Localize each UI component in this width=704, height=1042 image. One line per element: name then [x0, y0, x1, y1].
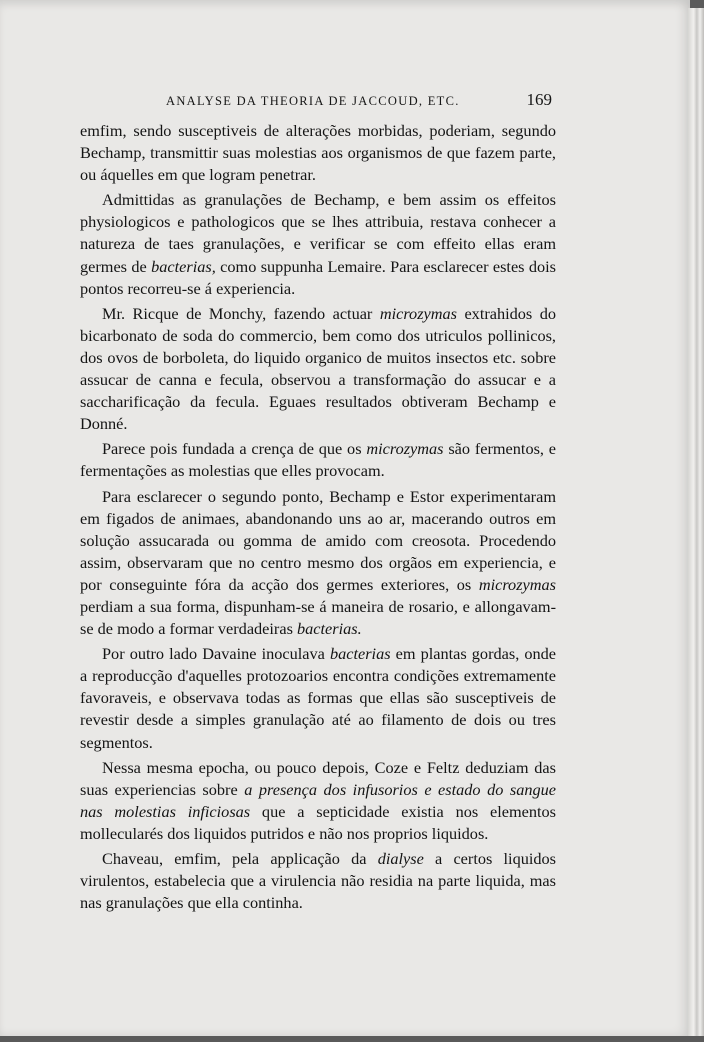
page-number: 169	[526, 90, 552, 109]
running-title: ANALYSE DA THEORIA DE JACCOUD, ETC.	[166, 94, 460, 108]
text-run: que a septicidade existia nos elementos mollecularés dos liquidos putridos e não nos proprios liquidos.	[80, 801, 557, 843]
text-run: Nessa mesma epocha, ou pouco depois, Coze e Feltz deduziam das suas experiencias sobre	[80, 757, 556, 799]
text-run: perdiam a sua forma, dispunham-se á maneira de rosario, e allongavam-se de modo a formar verdadeiras	[80, 596, 556, 639]
italic-run: bacterias,	[151, 256, 216, 276]
paragraph	[80, 757, 556, 845]
paragraph	[80, 189, 556, 299]
body-text	[80, 120, 556, 917]
text-run: Admittidas as granulações de Bechamp, e bem assim os effeitos physiologicos e pathologicos que se lhes attribuia, restava conhecer a natureza de taes granulações, e verificar se com effeito ellas eram germes de	[80, 190, 556, 276]
page-header	[80, 90, 556, 114]
text-run: Para esclarecer o segundo ponto, Bechamp e Estor experimentaram em figados de animaes, abandonando uns ao ar, macerando outros em solução assucarada ou gomma de amido com creosota. Procedendo assim, observaram que no centro mesmo dos orgãos em experiencia, e por conseguinte fóra da acção dos germes exteriores, os	[80, 486, 556, 594]
text-run: a certos liquidos virulentos, estabelecia que a virulencia não residia na parte liquida, mas nas granulações que ella continha.	[80, 849, 557, 913]
text-run: em plantas gordas, onde a reproducção d'aquelles protozoarios encontra condições extremamente favoraveis, e observava todas as formas que ellas são susceptiveis de revestir desde a simples granulação até ao filamento de dois ou tres segmentos.	[80, 644, 556, 752]
paragraph	[80, 643, 556, 753]
text-run: Mr. Ricque de Monchy, fazendo actuar	[102, 303, 380, 323]
italic-run: bacterias	[329, 644, 391, 664]
text-run: emfim, sendo susceptiveis de alterações morbidas, poderiam, segundo Bechamp, transmittir suas molestias aos organismos de que fazem parte, ou áquelles em que logram penetrar.	[80, 121, 556, 185]
text-run: como suppunha Lemaire. Para esclarecer estes dois pontos recorreu-se á experiencia.	[80, 256, 557, 298]
paragraph	[80, 120, 556, 186]
text-run: Parece pois fundada a crença de que os	[102, 439, 367, 459]
italic-run: a presença dos infusorios e estado do sangue nas molestias inficiosas	[80, 779, 556, 821]
text-run: Chaveau, emfim, pela applicação da	[102, 849, 378, 868]
italic-run: bacterias.	[297, 619, 362, 639]
paragraph	[80, 438, 556, 482]
text-run: extrahidos do bicarbonato de soda do commercio, bem como dos utriculos pollinicos, dos ovos de borboleta, do liquido organico de muitos insectos etc. sobre assucar de canna e fecula, observou a transformação do assucar e a saccharificação da fecula. Eguaes resultados obtiveram Bechamp e Donné.	[80, 303, 556, 434]
text-run: são fermentos, e fermentações as molestias que elles provocam.	[80, 439, 557, 481]
paragraph	[80, 303, 556, 436]
italic-run: microzymas	[478, 574, 556, 594]
italic-run: microzymas	[366, 439, 444, 459]
paragraph	[80, 848, 556, 914]
text-run: Por outro lado Davaine inoculava	[102, 644, 330, 664]
italic-run: microzymas	[379, 303, 457, 323]
page-edge	[688, 8, 704, 1036]
paragraph	[80, 486, 556, 641]
italic-run: dialyse	[377, 849, 424, 868]
